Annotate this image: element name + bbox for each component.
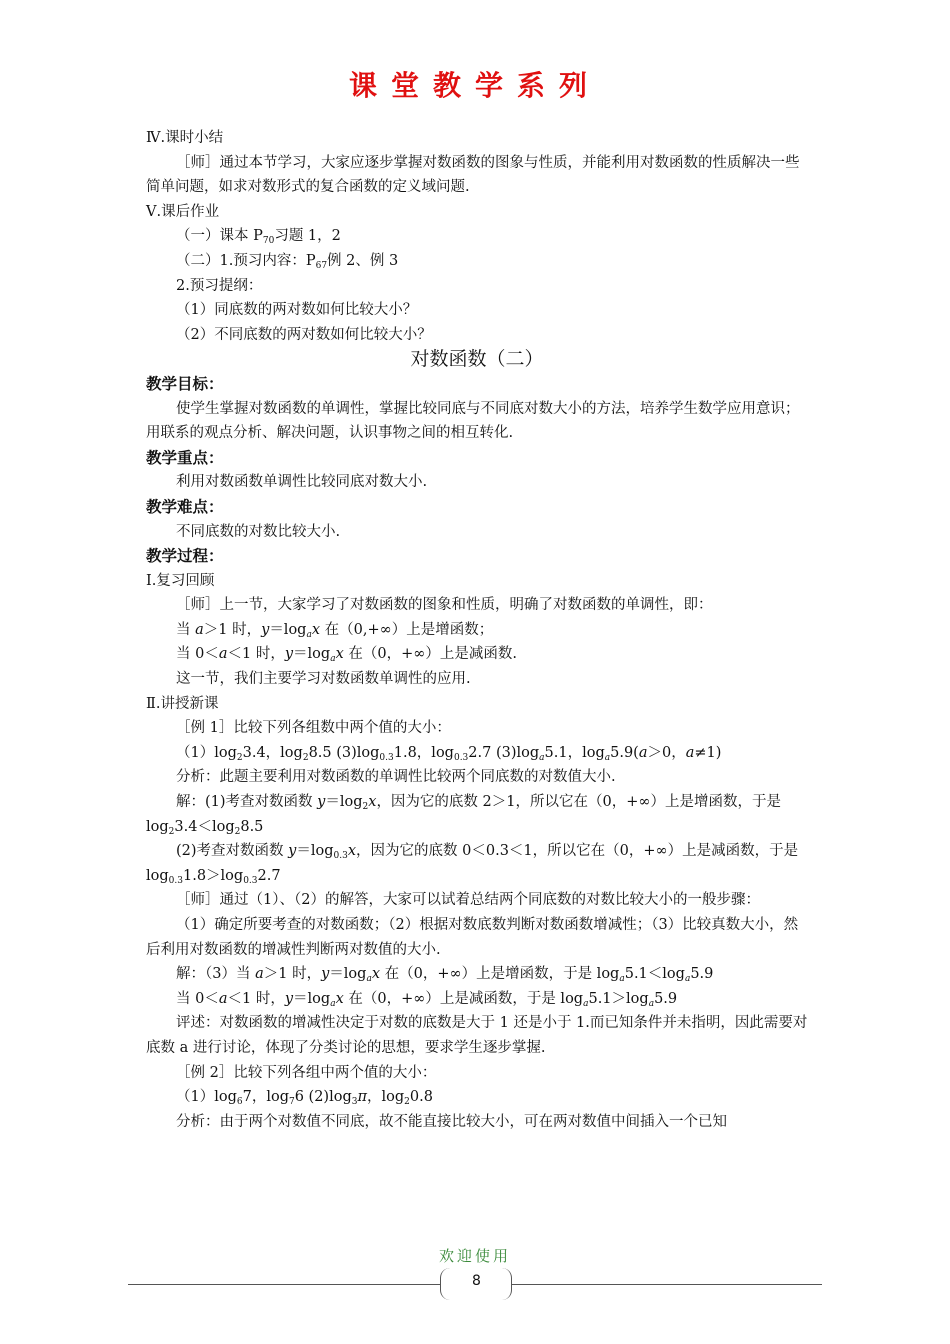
homework-3: 2.预习提纲：	[176, 277, 263, 294]
section-title: 对数函数（二）	[410, 348, 544, 371]
heading-summary: Ⅳ.课时小结	[146, 130, 224, 146]
review-increasing: 当 a＞1 时，$y=\log_ax$ 在（0,+∞）上是增函数；	[176, 621, 494, 640]
heading-review: Ⅰ.复习回顾	[146, 572, 215, 589]
solution-3b: 当 0＜a＜1 时，$y=\log_ax$ 在（0，+∞）上是减函数，于是 $\log_a5.1>\log_a5.9$	[176, 990, 678, 1009]
example-1: ［例 1］比较下列各组数中两个值的大小：	[176, 720, 451, 737]
heading-new-lesson: Ⅱ.讲授新课	[146, 695, 219, 712]
difficulty-heading: 教学难点：	[146, 497, 224, 516]
homework-5: （2）不同底数的两对数如何比较大小？	[176, 326, 432, 343]
goal-heading: 教学目标：	[146, 374, 224, 393]
document-body	[146, 126, 808, 1134]
solution-1: 解：(1)考查对数函数 $y=\log_2x$，因为它的底数 2＞1，所以它在（0，+∞）上是增函数，于是 $\log_23.4<\log_28.5$	[146, 794, 781, 837]
review-teacher: ［师］上一节，大家学习了对数函数的图象和性质，明确了对数函数的单调性，即：	[176, 597, 713, 614]
process-heading: 教学过程：	[146, 547, 224, 566]
comment: 评述：对数函数的增减性决定于对数的底数是大于 1 还是小于 1.而已知条件并未指明，因此需要对底数 a 进行讨论，体现了分类讨论的思想，要求学生逐步掌握.	[146, 1015, 808, 1056]
heading-homework: Ⅴ.课后作业	[146, 203, 220, 220]
teacher-summary: ［师］通过本节学习，大家应逐步掌握对数函数的图象与性质，并能利用对数函数的性质解决一些简单问题，如求对数形式的复合函数的定义域问题.	[146, 154, 800, 196]
key-heading: 教学重点：	[146, 448, 224, 467]
solution-2: (2)考查对数函数 $y=\log_{0.3}x$，因为它的底数 0＜0.3＜1，所以它在（0，+∞）上是减函数，于是 $\log_{0.3}1.8>\log_{0.3}2.7$	[146, 843, 799, 886]
page-number: 8	[472, 1273, 481, 1289]
goal-text: 使学生掌握对数函数的单调性，掌握比较同底与不同底对数大小的方法，培养学生数学应用意识；用联系的观点分析、解决问题，认识事物之间的相互转化.	[146, 400, 800, 442]
homework-1: （一）课本 $P_{70}$习题 1，2	[176, 228, 341, 247]
footer-text: 欢迎使用	[438, 1247, 511, 1265]
review-focus: 这一节，我们主要学习对数函数单调性的应用.	[176, 671, 471, 688]
homework-4: （1）同底数的两对数如何比较大小？	[176, 302, 418, 319]
example-1-items: $(1)\log_23.4$，$\log_28.5$ $(3)\log_{0.3}1.8$，$\log_{0.3}2.7$ $(3)\log_a5.1$，$\log_a5.9(a>0$，a≠1)	[176, 744, 722, 763]
page-header: 课堂教学系列	[348, 69, 601, 102]
review-decreasing: 当 0＜a＜1 时，$y=\log_ax$ 在（0，+∞）上是减函数.	[176, 646, 517, 665]
example-2-items: $(1)\log_67$，$\log_76$ $(2)\log_3\pi$，$\log_20.8$	[176, 1089, 433, 1108]
homework-2: （二）1.预习内容：$P_{67}$例 2、例 3	[176, 252, 399, 271]
teacher-summary-steps: ［师］通过（1）、（2）的解答，大家可以试着总结两个同底数的对数比较大小的一般步骤：	[176, 892, 760, 909]
steps: （1）确定所要考查的对数函数；（2）根据对数底数判断对数函数增减性；（3）比较真数大小，然后利用对数函数的增减性判断两对数值的大小.	[146, 917, 799, 958]
difficulty-text: 不同底数的对数比较大小.	[176, 523, 341, 540]
key-text: 利用对数函数单调性比较同底对数大小.	[176, 474, 428, 491]
analysis-2: 分析：由于两个对数值不同底，故不能直接比较大小，可在两对数值中间插入一个已知	[176, 1113, 727, 1130]
solution-3a: 解：（3）当 a＞1 时，$y=\log_ax$ 在（0，+∞）上是增函数，于是 $\log_a5.1<\log_a5.9$	[176, 966, 714, 985]
analysis-1: 分析：此题主要利用对数函数的单调性比较两个同底数的对数值大小.	[176, 769, 616, 786]
example-2: ［例 2］比较下列各组中两个值的大小：	[176, 1064, 437, 1081]
